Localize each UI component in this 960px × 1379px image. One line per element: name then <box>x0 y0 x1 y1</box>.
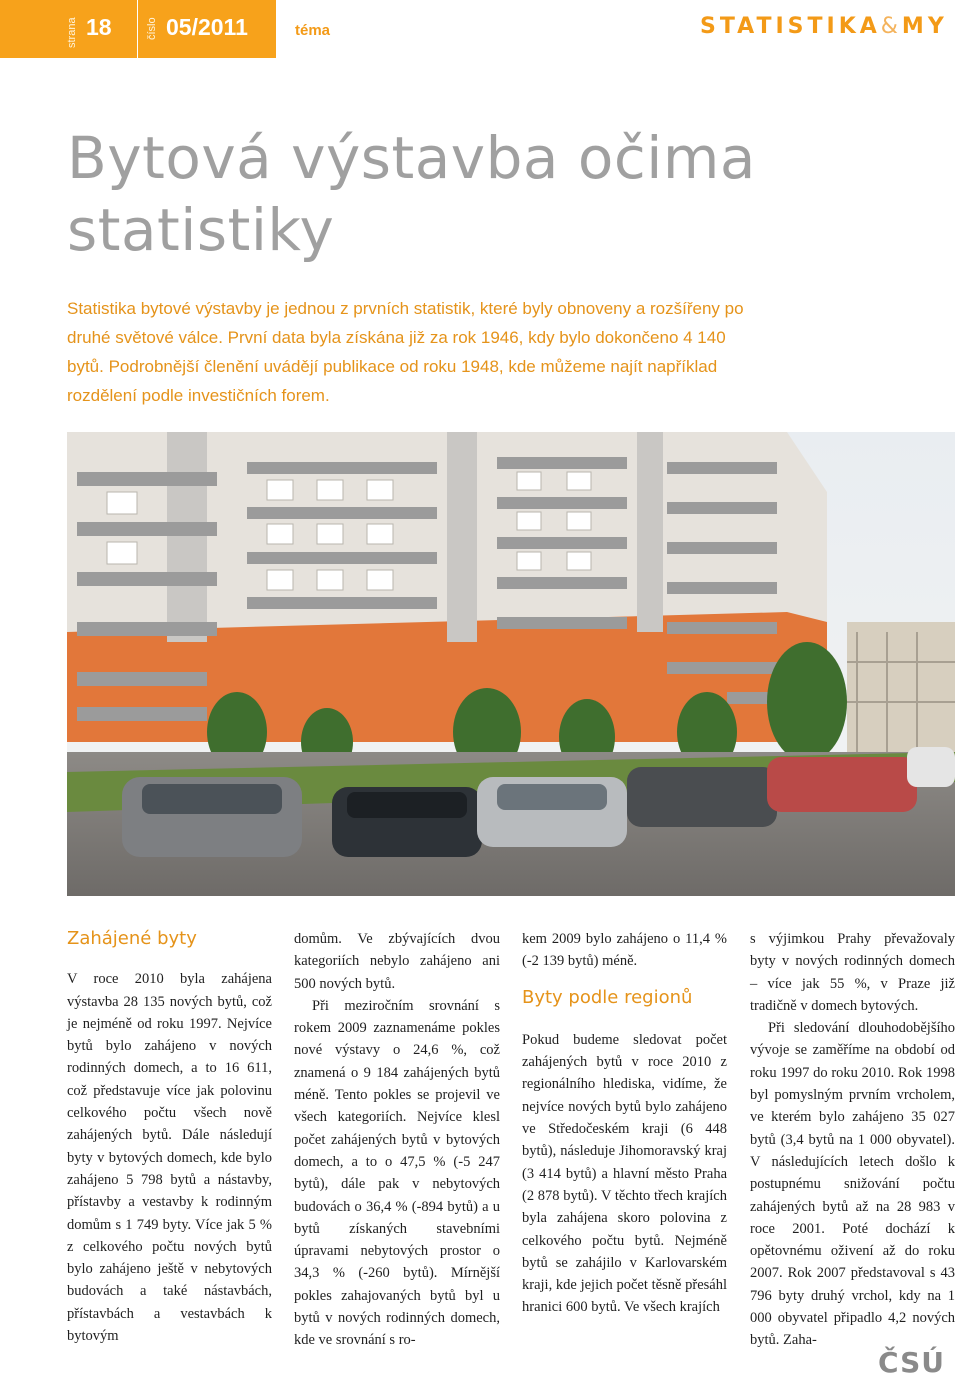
article-lead: Statistika bytové výstavby je jednou z prvních statistik, které byly obnoveny a rozšířeny po druhé světové válce. První data byla získána již za rok 1946, kdy bylo dokončeno 4 140 bytů. Podrobnější členění uvádějí publikace od roku 1948, kde můžeme najít například rozdělení podle investičních forem. <box>67 299 744 405</box>
column-3 <box>522 928 727 1319</box>
column-4-text-2: Při sledování dlouhodobějšího vývoje se zaměříme na období od roku 1997 do roku 2010. Rok 1998 byl pomyslným prvním vrcholem, ve kterém bylo zahájeno 35 027 bytů (3,4 bytů na 1 000 obyvatel). V následujících letech došlo k postupnému snižování počtu zahájených bytů až na 28 983 v roce 2001. Poté dochází k opětovnému oživení až do roku 2007. Rok 2007 představoval s 43 796 byty druhý vrchol, kdy na 1 000 obyvatel připadlo 4,2 nových bytů. Zaha- <box>750 1020 955 1349</box>
column-1-text: V roce 2010 byla zahájena výstavba 28 135 nových bytů, což je nejméně od roku 1997. Nejvíce bytů bylo zahájeno v nových rodinných domech, a to 16 611, což představuje více jak polovinu celkového počtu všech nově zahájených bytů. Dále následují byty v bytových domech, kde bylo zahájeno 5 798 bytů a nástavby, přístavby a vestavby k rodinným domům s 1 749 byty. Více jak 5 % z celkového počtu nových bytů bylo zahájeno ještě v nebytových budovách a také nástavbách, přístavbách a vestavbách k bytovým <box>67 971 272 1345</box>
page-label: strana <box>66 17 78 48</box>
column-3-text-1: kem 2009 bylo zahájeno o 11,4 % (-2 139 bytů) méně. <box>522 931 727 970</box>
article-title <box>67 122 867 266</box>
column-2 <box>294 928 500 1352</box>
page-number: 18 <box>86 14 112 40</box>
brand-left: STATISTIKA <box>700 14 881 39</box>
page-header <box>0 0 960 58</box>
page-number-box <box>0 0 137 58</box>
section-topic: téma <box>295 22 331 39</box>
column-4 <box>750 928 955 1352</box>
csu-logo: ČSÚ <box>878 1346 945 1379</box>
column-4-text-1: s výjimkou Prahy převažovaly byty v nových rodinných domech – více jak 55 %, v Praze již tradičně v domech bytových. <box>750 931 955 1014</box>
brand-right: MY <box>901 14 948 39</box>
title-line-2: statistiky <box>67 196 335 264</box>
section-heading-regions: Byty podle regionů <box>522 986 693 1008</box>
column-1 <box>67 928 272 1347</box>
brand-amp: & <box>880 14 902 39</box>
apartment-building-photo <box>67 432 955 896</box>
title-line-1: Bytová výstavba očima <box>67 124 756 192</box>
column-2-text-2: Při meziročním srovnání s rokem 2009 zaznamenáme pokles nové výstavy o 24,6 %, což znamená o 9 184 zahájených bytů méně. Tento pokles se projevil ve všech kategoriích. Nejvíce klesl počet zahájených bytů v bytových domech, a to o 47,5 % (-5 247 bytů), dále pak v nebytových budovách o 36,4 % (-894 bytů) a u bytů získaných stavebními úpravami nebytových prostor o 34,3 % (-260 bytů). Mírnější pokles zahajovaných bytů byl u bytů v nových rodinných domech, kde ve srovnání s ro- <box>294 997 500 1349</box>
magazine-logo <box>700 14 948 39</box>
column-2-text-1: domům. Ve zbývajících dvou kategoriích nebylo zahájeno ani 500 nových bytů. <box>294 931 500 992</box>
issue-label: číslo <box>146 17 158 40</box>
issue-number: 05/2011 <box>166 14 248 40</box>
column-3-text-2: Pokud budeme sledovat počet zahájených bytů v roce 2010 z regionálního hlediska, vidíme, že nejvíce nových bytů bylo zahájeno ve Středočeském kraji (6 448 bytů), následuje Jihomoravský kraj (3 414 bytů) a hlavní město Praha (2 878 bytů). V těchto třech krajích byla zahájena skoro polovina z celkového počtu bytů. Nejméně bytů se zahájilo v Karlovarském kraji, kde jejich počet těsně přesáhl hranici 600 bytů. Ve všech krajích <box>522 1031 727 1316</box>
section-heading-started-flats: Zahájené byty <box>67 928 197 949</box>
